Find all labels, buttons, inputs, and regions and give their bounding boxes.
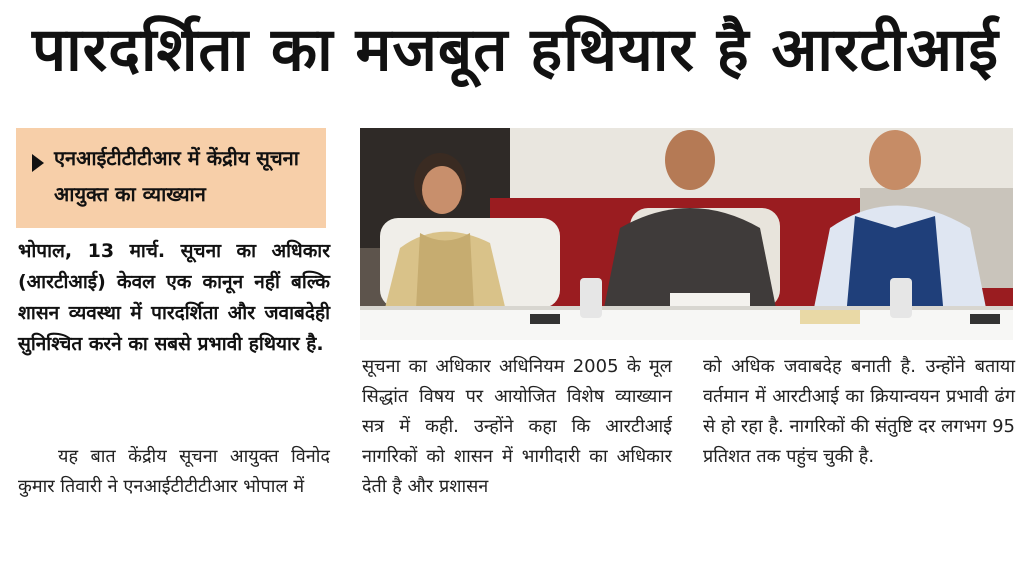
subheadline: एनआईटीटीटीआर में केंद्रीय सूचना आयुक्त का व्याख्यान xyxy=(54,146,299,206)
body-column-2: सूचना का अधिकार अधिनियम 2005 के मूल सिद्धांत विषय पर आयोजित विशेष व्याख्यान सत्र में कही. उन्होंने कहा कि आरटीआई नागरिकों को शासन में भागीदारी का अधिकार देती है और प्रशासन xyxy=(362,356,672,497)
news-photo-illustration xyxy=(360,128,1013,340)
body-column-1: यह बात केंद्रीय सूचना आयुक्त विनोद कुमार तिवारी ने एनआईटीटीटीआर भोपाल में xyxy=(18,446,330,497)
subheadline-box xyxy=(16,128,326,228)
body-column-3: को अधिक जवाबदेह बनाती है. उन्होंने बताया वर्तमान में आरटीआई का क्रियान्वयन प्रभावी ढंग से हो रहा है. नागरिकों की संतुष्टि दर लगभग 95 प्रतिशत तक पहुंच चुकी है. xyxy=(703,356,1015,467)
lead-paragraph: भोपाल, 13 मार्च. सूचना का अधिकार (आरटीआई) केवल एक कानून नहीं बल्कि शासन व्यवस्था में पारदर्शिता और जवाबदेही सुनिश्चित करने का सबसे प्रभावी हथियार है. xyxy=(18,240,330,355)
headline: पारदर्शिता का मजबूत हथियार है आरटीआई xyxy=(32,15,999,85)
news-photo xyxy=(360,128,1013,340)
triangle-bullet-icon xyxy=(32,154,44,172)
